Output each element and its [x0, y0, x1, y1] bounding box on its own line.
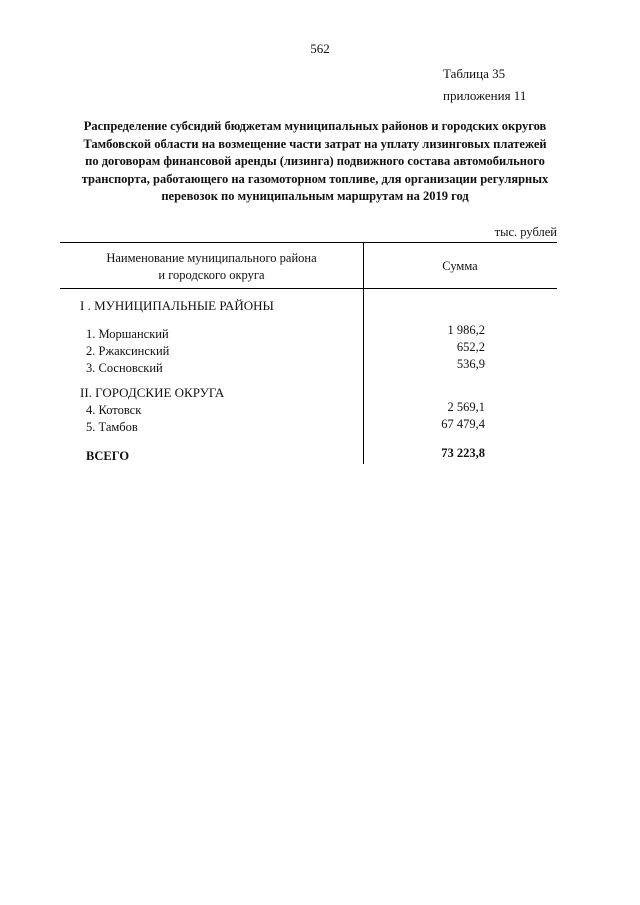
appendix-number: приложения 11	[443, 88, 527, 103]
column-header-sum: Сумма	[442, 259, 478, 273]
total-label: ВСЕГО	[86, 449, 130, 463]
total-value: 73 223,8	[441, 446, 485, 460]
column-header-name	[60, 250, 363, 284]
title-line: по договорам финансовой аренды (лизинга) подвижного состава автомобильного	[85, 154, 545, 168]
units-label: тыс. рублей	[494, 225, 557, 239]
table-row-label: 4. Котовск	[86, 403, 142, 417]
page-number: 562	[310, 41, 330, 56]
table-row-label: 1. Моршанский	[86, 327, 169, 341]
table-row-value: 67 479,4	[441, 417, 485, 431]
table-top-rule	[60, 242, 557, 243]
table-row-value: 1 986,2	[447, 323, 485, 337]
document-title	[60, 118, 570, 206]
title-line: транспорта, работающего на газомоторном топливе, для организации регулярных	[81, 171, 549, 186]
table-row-value: 652,2	[456, 340, 485, 354]
table-row-label: 5. Тамбов	[86, 420, 138, 434]
title-line: Тамбовской области на возмещение части затрат на уплату лизинговых платежей	[83, 136, 547, 151]
table-row-label: 2. Ржаксинский	[86, 344, 170, 358]
table-column-divider	[363, 242, 364, 464]
table-number: Таблица 35	[443, 66, 506, 81]
table-reference	[443, 63, 526, 107]
section-heading: I . МУНИЦИПАЛЬНЫЕ РАЙОНЫ	[80, 298, 274, 313]
table-header-rule	[60, 288, 557, 289]
table-row-label: 3. Сосновский	[86, 361, 163, 375]
title-line: перевозок по муниципальным маршрутам на 2019 год	[161, 189, 469, 203]
section-heading: II. ГОРОДСКИЕ ОКРУГА	[80, 385, 225, 400]
table-row-value: 536,9	[456, 357, 485, 371]
column-header-name-line: и городского округа	[158, 268, 265, 282]
title-line: Распределение субсидий бюджетам муниципальных районов и городских округов	[83, 119, 547, 133]
column-header-name-line: Наименование муниципального района	[106, 251, 317, 265]
table-row-value: 2 569,1	[447, 400, 485, 414]
